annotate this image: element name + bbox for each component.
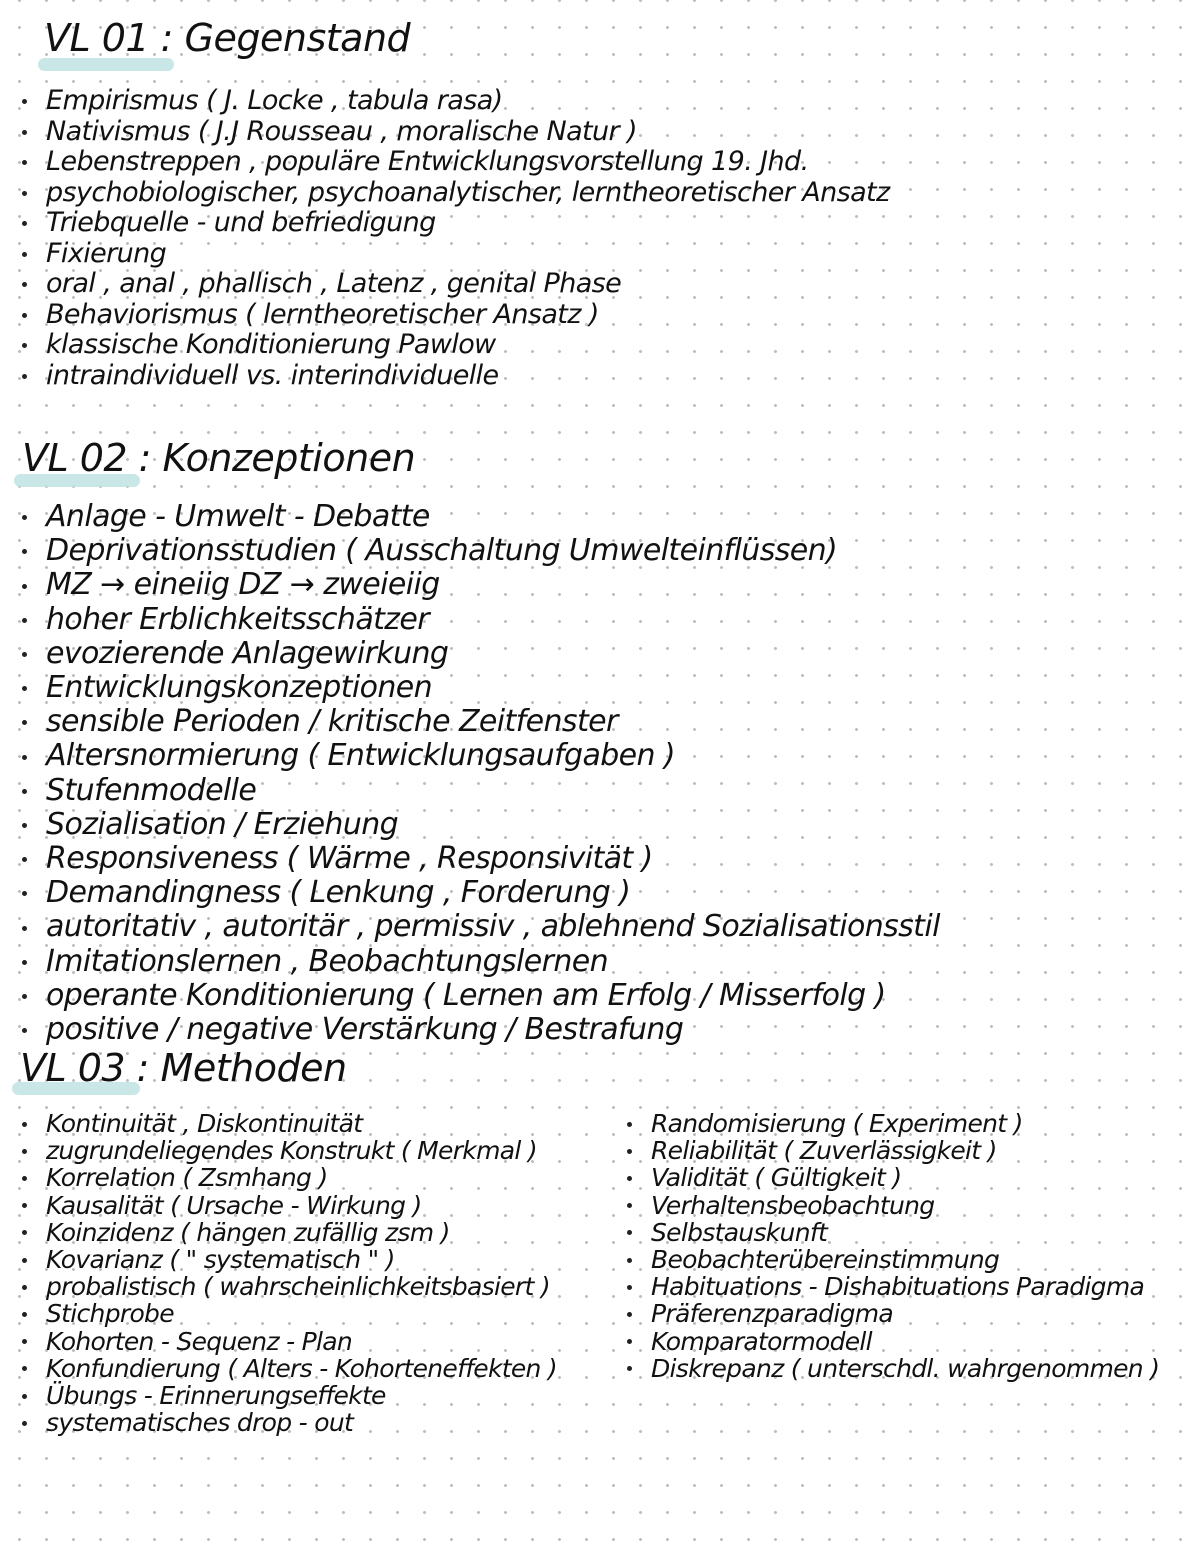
list-item: klassische Konditionierung Pawlow [20, 330, 890, 361]
list-item: Stichprobe [20, 1300, 557, 1327]
list-item: systematisches drop - out [20, 1409, 557, 1436]
list-item: evozierende Anlagewirkung [20, 637, 940, 671]
section-list-vl03-right [625, 1110, 1159, 1382]
list-item: Nativismus ( J.J Rousseau , moralische Natur ) [20, 117, 890, 148]
list-item: Habituations - Dishabituations Paradigma [625, 1273, 1159, 1300]
list-item: Verhaltensbeobachtung [625, 1192, 1159, 1219]
list-item: autoritativ , autoritär , permissiv , ablehnend Sozialisationsstil [20, 910, 940, 944]
list-item: Beobachterübereinstimmung [625, 1246, 1159, 1273]
list-item: Entwicklungskonzeptionen [20, 671, 940, 705]
list-item: Kausalität ( Ursache - Wirkung ) [20, 1192, 557, 1219]
list-item: hoher Erblichkeitsschätzer [20, 603, 940, 637]
list-item: Kovarianz ( " systematisch " ) [20, 1246, 557, 1273]
list-item: probalistisch ( wahrscheinlichkeitsbasiert ) [20, 1273, 557, 1300]
list-item: Kohorten - Sequenz - Plan [20, 1328, 557, 1355]
list-item: Deprivationsstudien ( Ausschaltung Umwelteinflüssen) [20, 534, 940, 568]
list-item: MZ → eineiig DZ → zweieiig [20, 568, 940, 602]
list-item: sensible Perioden / kritische Zeitfenster [20, 705, 940, 739]
list-item: Imitationslernen , Beobachtungslernen [20, 945, 940, 979]
section-list-vl03-left [20, 1110, 557, 1436]
list-item: Anlage - Umwelt - Debatte [20, 500, 940, 534]
list-item: Reliabilität ( Zuverlässigkeit ) [625, 1137, 1159, 1164]
list-item: psychobiologischer, psychoanalytischer, lerntheoretischer Ansatz [20, 178, 890, 209]
section-title-vl03: VL 03 : Methoden [20, 1046, 347, 1090]
list-item: Validität ( Gültigkeit ) [625, 1164, 1159, 1191]
section-list-vl01 [20, 86, 890, 391]
list-item: Komparatormodell [625, 1328, 1159, 1355]
list-item: Behaviorismus ( lerntheoretischer Ansatz ) [20, 300, 890, 331]
list-item: Lebenstreppen , populäre Entwicklungsvorstellung 19. Jhd. [20, 147, 890, 178]
list-item: Empirismus ( J. Locke , tabula rasa) [20, 86, 890, 117]
list-item: oral , anal , phallisch , Latenz , genital Phase [20, 269, 890, 300]
list-item: Korrelation ( Zsmhang ) [20, 1164, 557, 1191]
section-title-vl02: VL 02 : Konzeptionen [22, 436, 416, 480]
list-item: Übungs - Erinnerungseffekte [20, 1382, 557, 1409]
list-item: Konfundierung ( Alters - Kohorteneffekten ) [20, 1355, 557, 1382]
list-item: Randomisierung ( Experiment ) [625, 1110, 1159, 1137]
list-item: Kontinuität , Diskontinuität [20, 1110, 557, 1137]
list-item: Triebquelle - und befriedigung [20, 208, 890, 239]
list-item: Responsiveness ( Wärme , Responsivität ) [20, 842, 940, 876]
list-item: Selbstauskunft [625, 1219, 1159, 1246]
section-list-vl02 [20, 500, 940, 1047]
list-item: Präferenzparadigma [625, 1300, 1159, 1327]
list-item: Koinzidenz ( hängen zufällig zsm ) [20, 1219, 557, 1246]
section-title-vl01: VL 01 : Gegenstand [44, 16, 411, 60]
list-item: zugrundeliegendes Konstrukt ( Merkmal ) [20, 1137, 557, 1164]
list-item: Stufenmodelle [20, 774, 940, 808]
list-item: Sozialisation / Erziehung [20, 808, 940, 842]
list-item: Diskrepanz ( unterschdl. wahrgenommen ) [625, 1355, 1159, 1382]
list-item: operante Konditionierung ( Lernen am Erfolg / Misserfolg ) [20, 979, 940, 1013]
list-item: intraindividuell vs. interindividuelle [20, 361, 890, 392]
list-item: Fixierung [20, 239, 890, 270]
list-item: positive / negative Verstärkung / Bestrafung [20, 1013, 940, 1047]
list-item: Demandingness ( Lenkung , Forderung ) [20, 876, 940, 910]
list-item: Altersnormierung ( Entwicklungsaufgaben ) [20, 739, 940, 773]
